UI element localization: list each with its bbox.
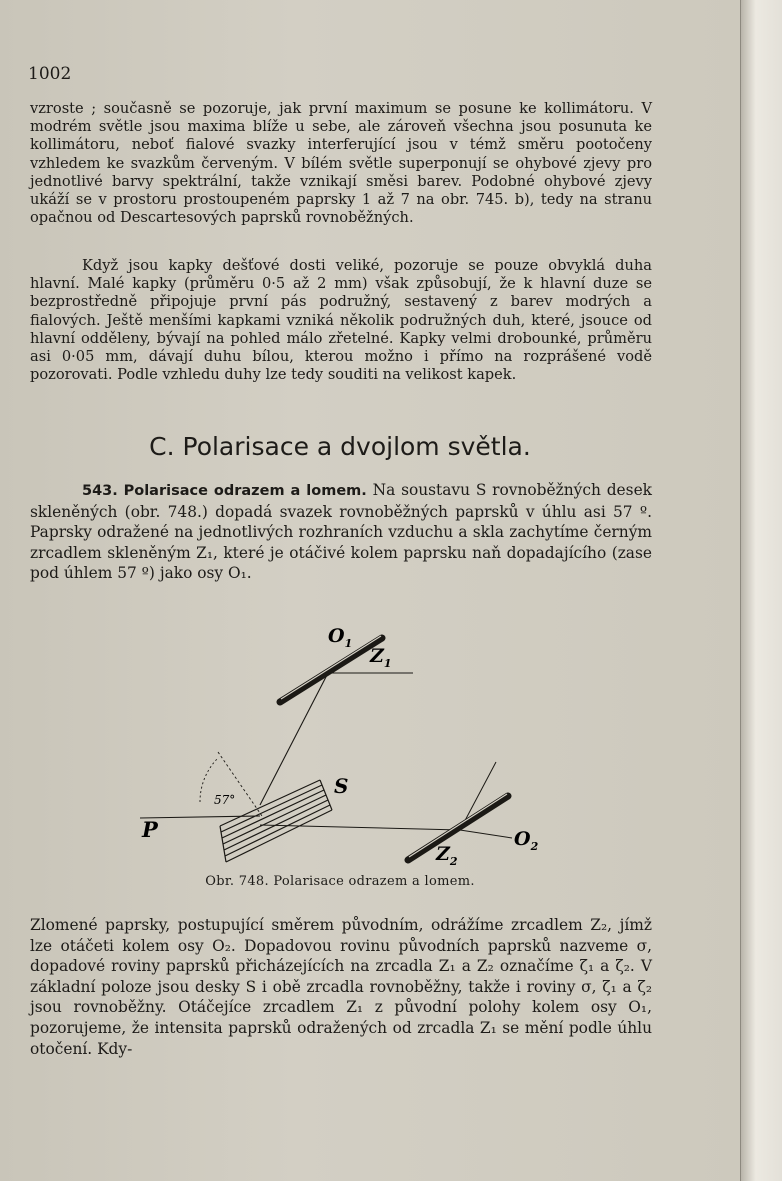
figure-diagram xyxy=(130,620,560,890)
paragraph-rainbow-drops: Když jsou kapky dešťové dosti veliké, pozoruje se pouze obvyklá duha hlavní. Malé kapky (průměru 0·5 až 2 mm) však způsobují, že k hlavní duze se bezprostředně připojuje první pás podružný, sestavený z barev modrých a fialových. Ještě menšími kapkami vzniká několik podružných duh, které, jsouce od hlavní odděleny, bývají na pohled málo zřetelné. Kapky velmi drobounké, průměru asi 0·05 mm, dávají duhu bílou, kterou možno i přímo na rozprášené vodě pozorovati. Podle vzhledu duhy lze tedy souditi na velikost kapek. xyxy=(30,257,652,384)
figure-748 xyxy=(130,620,560,890)
label-o2: $O_2$ xyxy=(514,828,539,853)
label-z1: $Z_1$ xyxy=(370,645,392,670)
article-number: 543. xyxy=(82,483,118,499)
figure-caption: Obr. 748. Polarisace odrazem a lomem. xyxy=(205,874,475,889)
page-number: 1002 xyxy=(28,64,72,84)
paragraph-diffraction: vzroste ; současně se pozoruje, jak první maximum se posune ke kollimátoru. V modrém světle jsou maxima blíže u sebe, ale zároveň všechna jsou posunuta ke kollimátoru, neboť fialové svazky interferující jsou v témž směru pootočeny vzhledem ke svazkům červeným. V bílém světle superponují se ohybové zjevy pro jednotlivé barvy spektrální, takže vznikají směsi barev. Podobné ohybové zjevy ukáží se v prostoru prostoupeném paprsky 1 až 7 na obr. 745. b), tedy na stranu opačnou od Descartesových paprsků rovnoběžných. xyxy=(30,100,652,227)
label-o1: $O_1$ xyxy=(328,625,353,650)
label-z2: $Z_2$ xyxy=(436,843,458,868)
section-heading: C. Polarisace a dvojlom světla. xyxy=(149,432,531,461)
transmitted-ray xyxy=(260,825,460,830)
label-s: S xyxy=(334,774,349,798)
article-title: Polarisace odrazem a lomem. xyxy=(123,483,367,499)
axis-o2 xyxy=(460,830,512,838)
label-p: P xyxy=(142,817,158,842)
label-angle: 57° xyxy=(214,793,236,807)
page-edge xyxy=(740,0,782,1181)
mirror-z2 xyxy=(408,794,508,860)
paragraph-mirrors: Zlomené paprsky, postupující směrem původním, odrážíme zrcadlem Z₂, jímž lze otáčeti kolem osy O₂. Dopadovou rovinu původních paprsků nazveme σ, dopadové roviny paprsků přicházejících na zrcadla Z₁ a Z₂ označíme ζ₁ a ζ₂. V základní poloze jsou desky S i obě zrcadla rovnoběžny, takže i roviny σ, ζ₁ a ζ₂ jsou rovnoběžny. Otáčejíce zrcadlem Z₁ z původní polohy kolem osy O₁, pozorujeme, že intensita paprsků odražených od zrcadla Z₁ se mění podle úhlu otočení. Kdy- xyxy=(30,916,652,1058)
article-543 xyxy=(30,480,652,584)
glass-plates-s xyxy=(220,780,332,862)
article-text: Na soustavu S rovnoběžných desek skleněných (obr. 748.) dopadá svazek rovnoběžných paprsků v úhlu asi 57 º. Paprsky odražené na jednotlivých rozhraních vzduchu a skla zachytíme černým zrcadlem skleněným Z₁, které je otáčivé kolem paprsku naň dopadajícího (zase pod úhlem 57 º) jako osy O₁. xyxy=(30,481,652,583)
